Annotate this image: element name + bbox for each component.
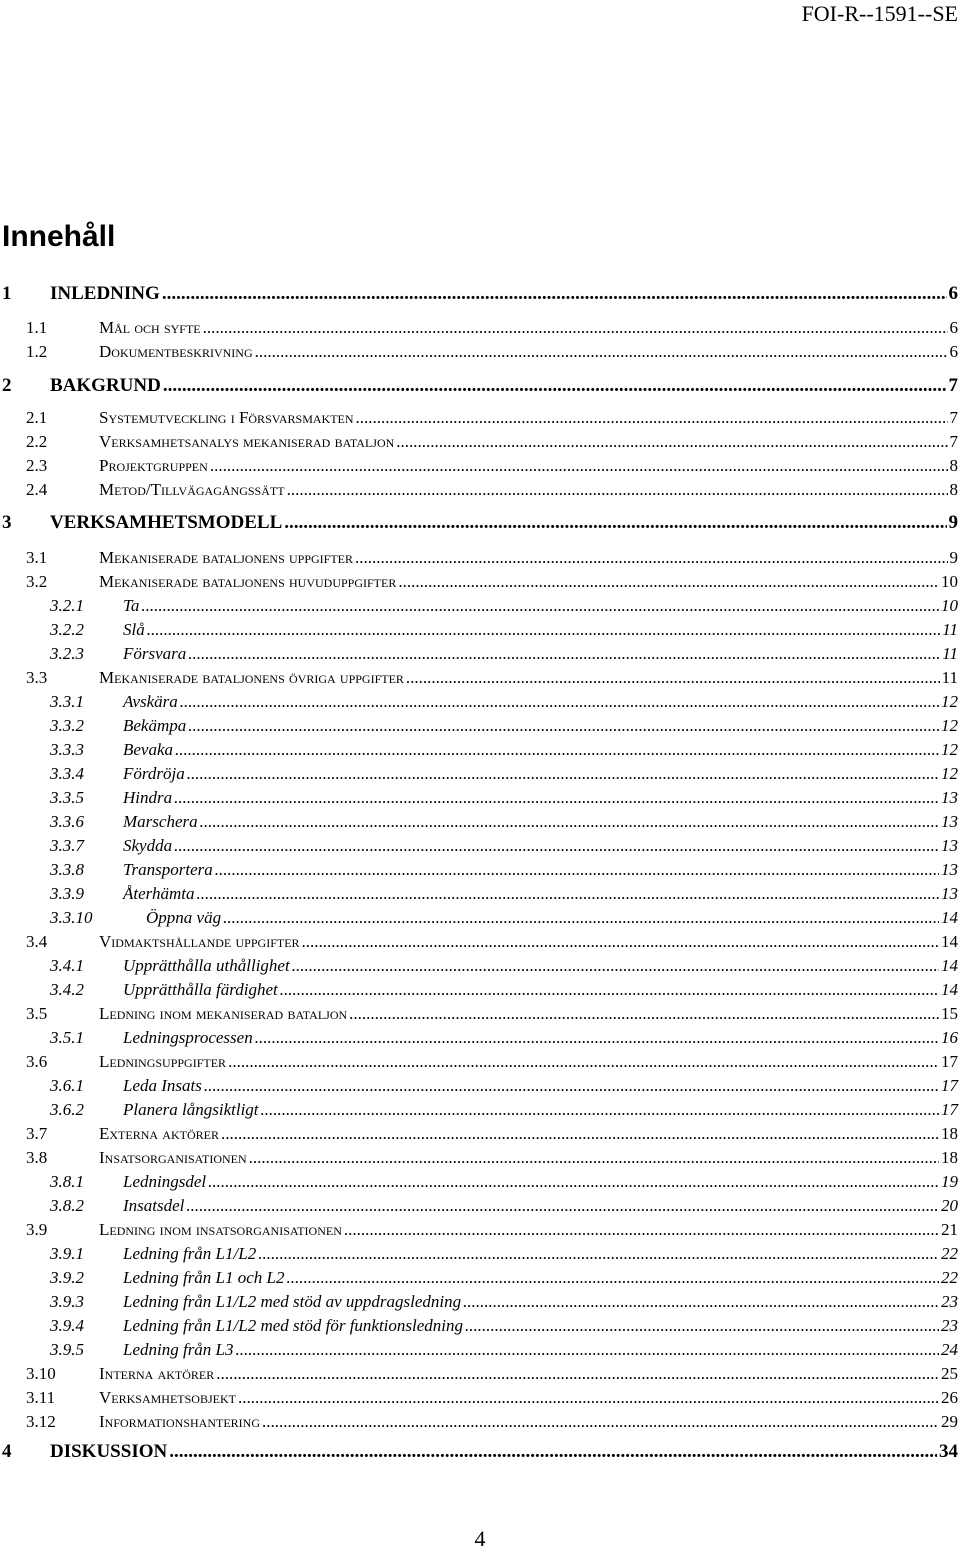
toc-dot-leader — [163, 374, 947, 398]
toc-entry[interactable] — [50, 1194, 958, 1218]
toc-entry-label: DISKUSSION — [50, 1441, 168, 1462]
toc-entry[interactable] — [2, 374, 958, 398]
toc-entry[interactable] — [50, 834, 958, 858]
toc-entry-number: 1.2 — [26, 342, 48, 361]
toc-entry-number: 3.5.1 — [50, 1028, 84, 1047]
toc-dot-leader — [287, 1266, 939, 1290]
toc-entry-label: Mekaniserade bataljonens uppgifter — [99, 548, 354, 567]
toc-entry-number: 3.11 — [26, 1388, 56, 1407]
toc-entry-label: Externa aktörer — [99, 1124, 219, 1143]
toc-entry-page: 12 — [941, 692, 958, 711]
toc-entry-label: Vidmaktshållande uppgifter — [99, 932, 300, 951]
toc-entry[interactable] — [26, 406, 958, 430]
toc-entry[interactable] — [50, 738, 958, 762]
toc-entry-page: 7 — [948, 375, 958, 396]
toc-entry[interactable] — [26, 1122, 958, 1146]
toc-dot-leader — [258, 1242, 939, 1266]
toc-entry-label: Informationshantering — [99, 1412, 260, 1431]
toc-dot-leader — [208, 1170, 939, 1194]
toc-entry-page: 7 — [949, 408, 958, 427]
toc-entry[interactable] — [50, 882, 958, 906]
toc-entry-label: Transportera — [123, 860, 213, 879]
toc-entry-number: 3.9.4 — [50, 1316, 84, 1335]
toc-entry-page: 12 — [941, 716, 958, 735]
toc-dot-leader — [463, 1290, 939, 1314]
toc-dot-leader — [187, 762, 939, 786]
toc-dot-leader — [174, 834, 939, 858]
toc-dot-leader — [344, 1218, 939, 1242]
toc-entry-number: 4 — [2, 1441, 12, 1462]
toc-dot-leader — [141, 594, 939, 618]
toc-entry-number: 3.3.1 — [50, 692, 84, 711]
toc-entry-page: 7 — [949, 432, 958, 451]
toc-entry-label: Skydda — [123, 836, 173, 855]
toc-entry[interactable] — [50, 1098, 958, 1122]
toc-dot-leader — [249, 1146, 939, 1170]
toc-entry[interactable] — [26, 1410, 958, 1434]
toc-entry-label: Marschera — [123, 812, 198, 831]
toc-entry[interactable] — [2, 511, 958, 535]
toc-entry-number: 3.3.4 — [50, 764, 84, 783]
toc-entry-page: 12 — [941, 764, 958, 783]
toc-entry-number: 3.3 — [26, 668, 48, 687]
toc-entry-page: 13 — [941, 788, 958, 807]
toc-entry-number: 3.6 — [26, 1052, 48, 1071]
toc-dot-leader — [255, 1026, 939, 1050]
toc-entry[interactable] — [50, 762, 958, 786]
toc-entry-number: 1 — [2, 283, 12, 304]
toc-entry-page: 19 — [941, 1172, 958, 1191]
toc-entry-page: 13 — [941, 836, 958, 855]
toc-entry-label: INLEDNING — [50, 283, 160, 304]
toc-dot-leader — [210, 454, 948, 478]
toc-entry-number: 3.9.2 — [50, 1268, 84, 1287]
toc-entry-number: 3.3.8 — [50, 860, 84, 879]
toc-entry-number: 3.8.2 — [50, 1196, 84, 1215]
toc-entry[interactable] — [26, 1386, 958, 1410]
toc-entry-number: 1.1 — [26, 318, 48, 337]
toc-entry-label: Upprätthålla uthållighet — [123, 956, 290, 975]
toc-entry-page: 6 — [949, 342, 958, 361]
toc-entry-label: Försvara — [123, 644, 187, 663]
toc-entry-number: 3.4.2 — [50, 980, 84, 999]
toc-entry-number: 3.3.6 — [50, 812, 84, 831]
toc-entry-label: Verksamhetsobjekt — [99, 1388, 236, 1407]
toc-entry[interactable] — [50, 858, 958, 882]
toc-entry[interactable] — [50, 618, 958, 642]
toc-entry-page: 14 — [941, 908, 958, 927]
toc-entry[interactable] — [50, 1026, 958, 1050]
toc-entry-page: 8 — [949, 480, 958, 499]
toc-entry-number: 3 — [2, 512, 12, 533]
toc-dot-leader — [162, 282, 947, 306]
toc-entry-label: Ledning inom insatsorganisationen — [99, 1220, 342, 1239]
toc-dot-leader — [396, 430, 947, 454]
toc-dot-leader — [188, 714, 939, 738]
toc-entry[interactable] — [50, 714, 958, 738]
report-number: FOI-R--1591--SE — [801, 1, 958, 26]
toc-entry-page: 24 — [941, 1340, 958, 1359]
toc-entry-number: 3.8 — [26, 1148, 48, 1167]
toc-entry[interactable] — [50, 1170, 958, 1194]
toc-entry[interactable] — [26, 570, 958, 594]
toc-entry-number: 3.4 — [26, 932, 48, 951]
toc-entry-number: 3.9.1 — [50, 1244, 84, 1263]
toc-entry-number: 3.12 — [26, 1412, 56, 1431]
toc-dot-leader — [169, 1440, 937, 1464]
toc-dot-leader — [196, 882, 939, 906]
toc-entry[interactable] — [2, 1440, 958, 1464]
toc-entry-number: 2 — [2, 375, 12, 396]
toc-entry-page: 8 — [949, 456, 958, 475]
toc-entry-page: 14 — [941, 956, 958, 975]
toc-entry[interactable] — [26, 546, 958, 570]
toc-entry-number: 3.3.9 — [50, 884, 84, 903]
toc-entry[interactable] — [26, 316, 958, 340]
toc-dot-leader — [238, 1386, 939, 1410]
toc-entry[interactable] — [50, 1338, 958, 1362]
toc-entry-number: 2.1 — [26, 408, 48, 427]
toc-dot-leader — [228, 1050, 939, 1074]
toc-entry-number: 3.2 — [26, 572, 48, 591]
toc-entry[interactable] — [26, 930, 958, 954]
toc-entry-number: 2.2 — [26, 432, 48, 451]
toc-entry-page: 18 — [941, 1148, 958, 1167]
toc-entry-page: 22 — [941, 1268, 958, 1287]
toc-entry-page: 6 — [949, 318, 958, 337]
toc-entry-label: VERKSAMHETSMODELL — [50, 512, 283, 533]
toc-dot-leader — [302, 930, 939, 954]
toc-entry-label: Metod/Tillvägagångssätt — [99, 480, 285, 499]
toc-entry-label: BAKGRUND — [50, 375, 161, 396]
toc-entry-number: 2.3 — [26, 456, 48, 475]
toc-entry[interactable] — [50, 690, 958, 714]
toc-entry-number: 3.2.1 — [50, 596, 84, 615]
toc-entry-number: 3.6.1 — [50, 1076, 84, 1095]
toc-entry-label: Bevaka — [123, 740, 174, 759]
toc-entry[interactable] — [26, 340, 958, 364]
toc-dot-leader — [262, 1410, 939, 1434]
toc-dot-leader — [221, 1122, 939, 1146]
toc-entry[interactable] — [26, 666, 958, 690]
toc-entry-number: 3.10 — [26, 1364, 56, 1383]
toc-entry-number: 3.3.5 — [50, 788, 84, 807]
toc-entry-page: 29 — [941, 1412, 958, 1431]
toc-dot-leader — [147, 618, 941, 642]
toc-entry-page: 23 — [941, 1292, 958, 1311]
toc-entry-page: 17 — [941, 1100, 958, 1119]
toc-dot-leader — [203, 316, 948, 340]
toc-entry-label: Ledning inom mekaniserad bataljon — [99, 1004, 348, 1023]
toc-entry[interactable] — [50, 642, 958, 666]
toc-entry-page: 34 — [939, 1441, 958, 1462]
toc-entry-page: 9 — [949, 548, 958, 567]
toc-entry-number: 3.8.1 — [50, 1172, 84, 1191]
toc-entry[interactable] — [26, 1218, 958, 1242]
toc-entry-label: Insatsdel — [123, 1196, 185, 1215]
toc-entry-number: 3.2.2 — [50, 620, 84, 639]
toc-entry-number: 3.3.2 — [50, 716, 84, 735]
toc-entry-page: 14 — [941, 980, 958, 999]
toc-entry-label: Ledning från L3 — [123, 1340, 234, 1359]
toc-entry-page: 11 — [942, 620, 958, 639]
toc-entry[interactable] — [26, 1146, 958, 1170]
toc-entry-number: 3.2.3 — [50, 644, 84, 663]
toc-entry-label: Ledningsuppgifter — [99, 1052, 227, 1071]
toc-entry-number: 3.6.2 — [50, 1100, 84, 1119]
toc-entry-number: 3.9 — [26, 1220, 48, 1239]
toc-entry-page: 13 — [941, 860, 958, 879]
toc-dot-leader — [284, 511, 946, 535]
toc-entry-label: Ledning från L1/L2 med stöd för funktionsledning — [123, 1316, 464, 1335]
toc-entry-number: 3.5 — [26, 1004, 48, 1023]
toc-dot-leader — [216, 1362, 939, 1386]
toc-entry-label: Slå — [123, 620, 145, 639]
toc-entry-label: Ledning från L1/L2 med stöd av uppdragsledning — [123, 1292, 462, 1311]
toc-entry-number: 3.9.3 — [50, 1292, 84, 1311]
toc-entry-label: Ledning från L1 och L2 — [123, 1268, 285, 1287]
toc-entry[interactable] — [50, 786, 958, 810]
toc-entry-number: 3.3.10 — [50, 908, 93, 927]
toc-entry-label: Ta — [123, 596, 140, 615]
toc-entry-number: 3.3.3 — [50, 740, 84, 759]
toc-entry-page: 22 — [941, 1244, 958, 1263]
toc-dot-leader — [236, 1338, 939, 1362]
toc-entry[interactable] — [50, 906, 958, 930]
toc-entry-number: 3.9.5 — [50, 1340, 84, 1359]
toc-dot-leader — [292, 954, 939, 978]
page-title: Innehåll — [2, 220, 116, 253]
toc-entry-page: 16 — [941, 1028, 958, 1047]
toc-entry-label: Interna aktörer — [99, 1364, 215, 1383]
toc-entry-number: 3.1 — [26, 548, 48, 567]
toc-entry[interactable] — [50, 594, 958, 618]
toc-entry-number: 3.4.1 — [50, 956, 84, 975]
toc-entry[interactable] — [50, 978, 958, 1002]
toc-dot-leader — [188, 642, 940, 666]
toc-entry-page: 17 — [941, 1076, 958, 1095]
toc-entry-page: 11 — [941, 668, 958, 687]
toc-entry[interactable] — [26, 1002, 958, 1026]
toc-dot-leader — [223, 906, 939, 930]
toc-dot-leader — [174, 786, 939, 810]
toc-entry-label: Mål och syfte — [99, 318, 201, 337]
page-number: 4 — [474, 1526, 486, 1551]
toc-entry-label: Ledning från L1/L2 — [123, 1244, 257, 1263]
toc-entry[interactable] — [26, 1050, 958, 1074]
toc-entry-page: 6 — [948, 283, 958, 304]
toc-entry-label: Verksamhetsanalys mekaniserad bataljon — [99, 432, 395, 451]
toc-dot-leader — [465, 1314, 939, 1338]
toc-entry[interactable] — [50, 810, 958, 834]
toc-entry[interactable] — [50, 1242, 958, 1266]
toc-entry-page: 25 — [941, 1364, 958, 1383]
toc-entry-page: 10 — [941, 572, 958, 591]
toc-entry-label: Mekaniserade bataljonens huvuduppgifter — [99, 572, 397, 591]
toc-entry-page: 13 — [941, 812, 958, 831]
toc-entry-label: Insatsorganisationen — [99, 1148, 247, 1167]
toc-entry-label: Dokumentbeskrivning — [99, 342, 253, 361]
toc-entry-label: Återhämta — [123, 884, 195, 903]
toc-entry[interactable] — [50, 1266, 958, 1290]
toc-dot-leader — [280, 978, 939, 1002]
toc-dot-leader — [186, 1194, 939, 1218]
toc-entry[interactable] — [50, 1074, 958, 1098]
toc-entry-page: 11 — [942, 644, 958, 663]
toc-dot-leader — [200, 810, 939, 834]
toc-entry[interactable] — [26, 430, 958, 454]
toc-dot-leader — [175, 738, 939, 762]
toc-entry-label: Avskära — [123, 692, 178, 711]
toc-entry-label: Ledningsdel — [123, 1172, 207, 1191]
toc-entry-page: 17 — [941, 1052, 958, 1071]
toc-dot-leader — [287, 478, 948, 502]
toc-entry-label: Leda Insats — [123, 1076, 202, 1095]
toc-entry-number: 3.7 — [26, 1124, 48, 1143]
toc-entry-page: 20 — [941, 1196, 958, 1215]
toc-entry-page: 15 — [941, 1004, 958, 1023]
toc-entry[interactable] — [50, 1314, 958, 1338]
toc-dot-leader — [261, 1098, 939, 1122]
toc-entry[interactable] — [26, 478, 958, 502]
toc-dot-leader — [355, 546, 947, 570]
toc-entry-label: Systemutveckling i Försvarsmakten — [99, 408, 354, 427]
toc-entry-page: 23 — [941, 1316, 958, 1335]
toc-entry-label: Upprätthålla färdighet — [123, 980, 278, 999]
toc-dot-leader — [356, 406, 948, 430]
toc-entry-number: 2.4 — [26, 480, 48, 499]
toc-entry-label: Hindra — [123, 788, 173, 807]
toc-entry-label: Mekaniserade bataljonens övriga uppgifter — [99, 668, 404, 687]
toc-entry-label: Planera långsiktligt — [123, 1100, 259, 1119]
toc-entry-label: Ledningsprocessen — [123, 1028, 253, 1047]
toc-dot-leader — [204, 1074, 939, 1098]
toc-entry-page: 26 — [941, 1388, 958, 1407]
toc-entry[interactable] — [26, 454, 958, 478]
toc-entry-label: Projektgruppen — [99, 456, 208, 475]
toc-entry-page: 10 — [941, 596, 958, 615]
toc-dot-leader — [255, 340, 948, 364]
toc-entry-page: 9 — [948, 512, 958, 533]
toc-dot-leader — [215, 858, 939, 882]
toc-entry[interactable] — [50, 954, 958, 978]
toc-dot-leader — [349, 1002, 939, 1026]
toc-entry[interactable] — [2, 282, 958, 306]
toc-entry-page: 12 — [941, 740, 958, 759]
toc-entry[interactable] — [26, 1362, 958, 1386]
toc-dot-leader — [406, 666, 940, 690]
toc-entry-label: Öppna väg — [146, 908, 222, 927]
toc-entry[interactable] — [50, 1290, 958, 1314]
toc-dot-leader — [180, 690, 939, 714]
toc-dot-leader — [398, 570, 939, 594]
toc-entry-page: 21 — [941, 1220, 958, 1239]
toc-entry-page: 13 — [941, 884, 958, 903]
toc-entry-page: 18 — [941, 1124, 958, 1143]
toc-entry-number: 3.3.7 — [50, 836, 84, 855]
toc-entry-page: 14 — [941, 932, 958, 951]
toc-entry-label: Bekämpa — [123, 716, 187, 735]
toc-entry-label: Fördröja — [123, 764, 185, 783]
